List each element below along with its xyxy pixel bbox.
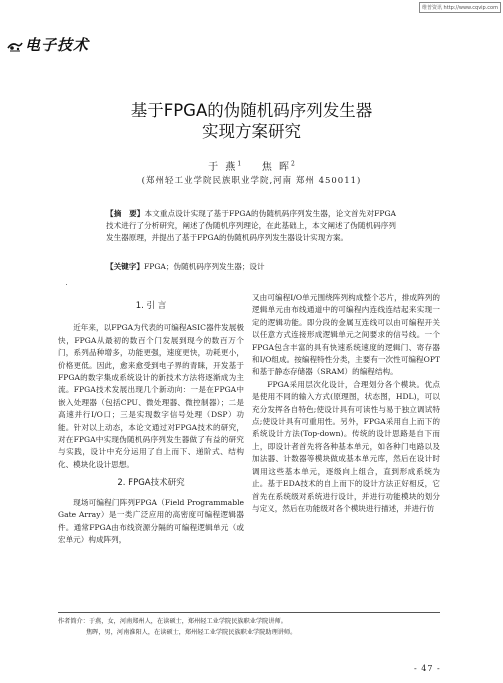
paragraph-intro: 近年来，以FPGA为代表的可编程ASIC器件发展极快，FPGA从最初的数百个门发展到现今的数百万个门，系列品种增多，功能更强，速度更快，功耗更小，价格更低。因此，愈来愈受到电子界的青睐，开发基于FPGA的数字集成系统设计的新技术方法将逐渐成为主流。FPGA技术发展出现几个新动向：一是在FPGA中嵌入处理器（包括CPU、微处理器、微控制器）；二是高速并行I/O口；三是实现数字信号处理（DSP）功能。针对以上动态，本论文通过对FPGA技术的研究，对在FPGA中实现伪随机码序列发生器做了有益的研究与实践，设计中充分运用了自上而下、递阶式、结构化、模块化设计思想。 (58, 323, 244, 469)
section-2-heading: 2. FPGA技术研究 (117, 478, 185, 489)
electronics-logo-icon (7, 37, 23, 53)
abstract-label: 【摘 要】 (106, 209, 145, 218)
watermark-stamp: 维普资讯 http://www.cqvip.com (419, 2, 501, 13)
author-2: 焦 晖 (261, 162, 292, 173)
page-number: - 47 - (414, 664, 441, 673)
keywords-text: FPGA；伪随机码序列发生器；设计 (143, 262, 265, 271)
section-header (7, 34, 89, 55)
footnote-line-1: 作者简介：于燕，女，河南郑州人，在读硕士，郑州轻工业学院民族职业学院讲师。 (58, 618, 287, 625)
keywords-block (106, 261, 396, 273)
paragraph-fpga-intro: 现场可编程门阵列FPGA（Field Programmable Gate Array）是一类广泛应用的高密度可编程逻辑器件。通常FPGA由布线资源分隔的可编程逻辑单元（或宏单元）构成阵列， (58, 497, 244, 544)
footnote-line-2: 焦晖，男，河南淮阳人，在读硕士，郑州轻工业学院民族职业学院助理讲师。 (86, 629, 297, 636)
affiliation: (郑州轻工业学院民族职业学院,河南 郑州 450011) (141, 176, 362, 186)
author-line (0, 158, 503, 173)
section-1-heading: 1. 引 言 (135, 301, 167, 311)
author-1: 于 燕 (208, 162, 238, 173)
section-label: 电子技术 (25, 36, 90, 54)
abstract-text: 本文重点设计实现了基于FPGA的伪随机码序列发生器，论文首先对FPGA技术进行了分析研究，阐述了伪随机序列理论，在此基础上，本文阐述了伪随机码序列发生器原理，并提出了基于FPGA的伪随机码序列发生器设计实现方案。 (106, 209, 397, 243)
author-1-superscript: 1 (237, 160, 242, 168)
title-line-2: 实现方案研究 (202, 122, 301, 141)
paragraph-fpga-design: FPGA采用层次化设计，合理划分各个模块。优点是使用不同的输入方式(原理图，状态图，HDL)，可以充分发挥各自特色;使设计具有可读性与易于独立调试特点;使设计具有可重用性。另外，FPGA采用自上而下的系统设计方法(Top-down)。传统的设计思路是自下而上，即设计者首先将各种基本单元，如各种门电路以及加法器、计数器等模块做成基本单元库，然后在设计时调用这些基本单元，逐级向上组合，直到形成系统为止。基于EDA技术的自上而下的设计方法正好相反，它首先在系统级对系统进行设计，并进行功能模块的划分与定义，然后在功能级对各个模块进行描述，并进行仿 (252, 379, 440, 513)
right-column (252, 292, 440, 515)
paragraph-fpga-structure: 又由可编程I/O单元围绕阵列构成整个芯片，排成阵列的逻辑单元由布线通道中的可编程内连线连结起来实现一定的逻辑功能。即分段的金属互连线可以由可编程开关以任意方式连接形成逻辑单元之间要求的信号线。一个FPGA包含丰富的具有快速系统速度的逻辑门、寄存器和I/O组成。按编程特性分类，主要有一次性可编程OPT和基于静态存储器（SRAM）的编程结构。 (252, 293, 440, 377)
author-2-superscript: 2 (291, 160, 295, 168)
title-line-1: 基于FPGA的伪随机码序列发生器 (130, 101, 373, 120)
page-title (0, 100, 503, 142)
stray-dot (66, 284, 67, 285)
author-footnote (58, 616, 448, 638)
abstract-block (106, 208, 396, 245)
keywords-label: 【关键字】 (106, 262, 144, 271)
left-column (58, 300, 244, 546)
footnote-divider (58, 612, 440, 613)
